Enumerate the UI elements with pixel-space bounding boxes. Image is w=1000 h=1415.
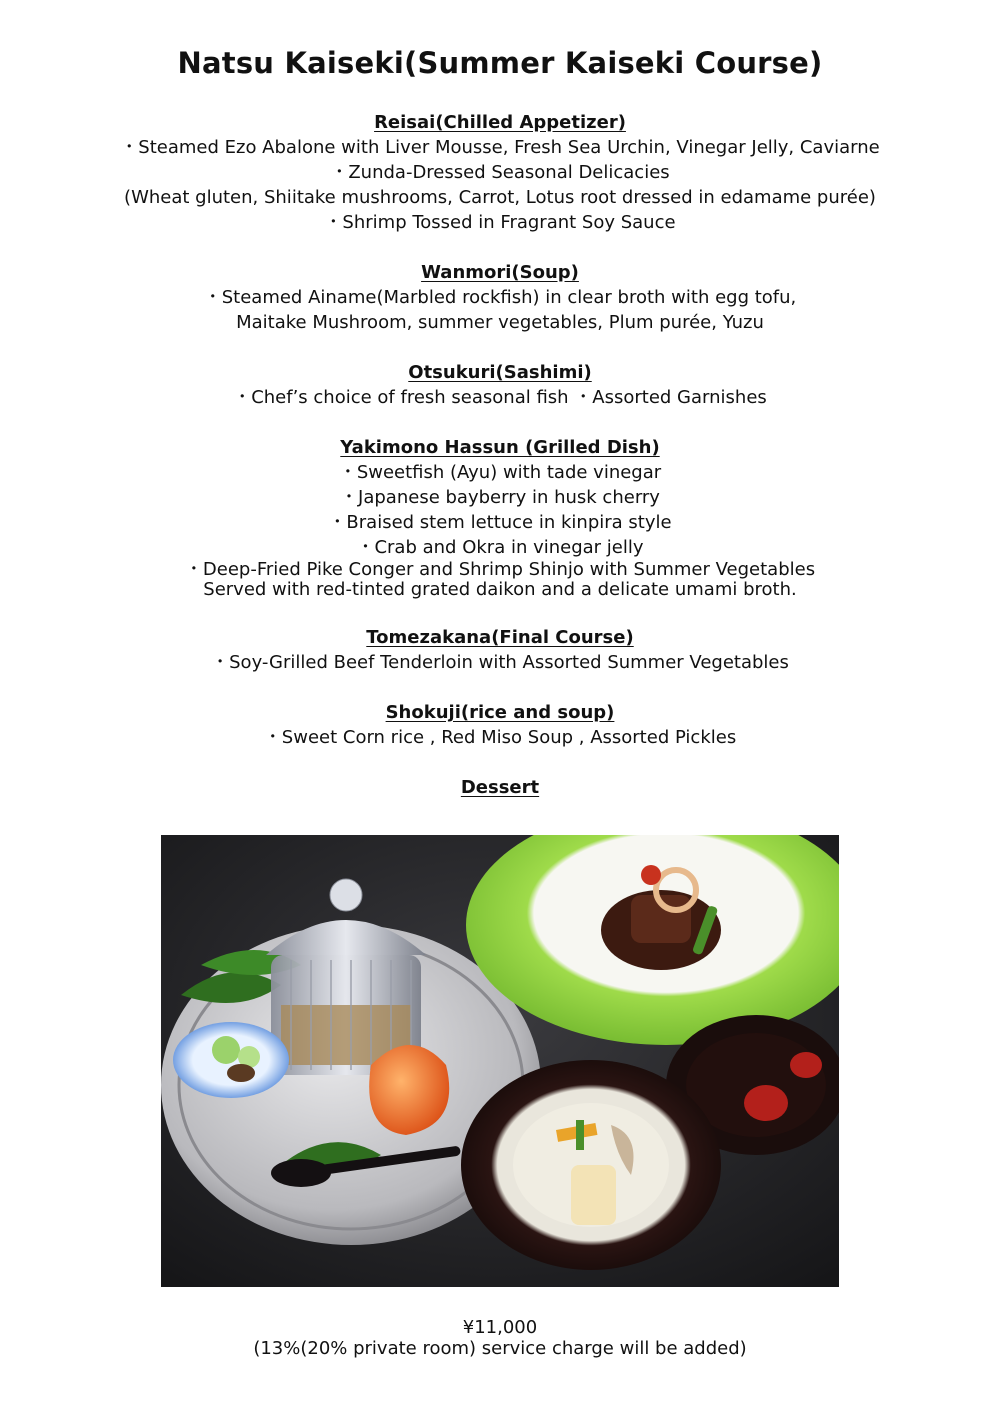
menu-item: ・Soy-Grilled Beef Tenderloin with Assorted Summer Vegetables xyxy=(211,652,789,673)
menu-item: ・Japanese bayberry in husk cherry xyxy=(340,487,660,508)
section-title-reisai: Reisai(Chilled Appetizer) xyxy=(374,112,626,133)
price-amount: ¥11,000 xyxy=(462,1317,538,1338)
section-tomezakana xyxy=(0,625,1000,675)
section-title-yakimono: Yakimono Hassun (Grilled Dish) xyxy=(340,437,660,458)
menu-item: ・Zunda-Dressed Seasonal Delicacies xyxy=(330,162,670,183)
menu-item: ・Crab and Okra in vinegar jelly xyxy=(356,537,644,558)
menu-item: ・Steamed Ainame(Marbled rockfish) in clear broth with egg tofu, xyxy=(203,287,797,308)
course-menu xyxy=(0,110,1000,825)
section-reisai xyxy=(0,110,1000,235)
section-yakimono xyxy=(0,435,1000,600)
section-wanmori xyxy=(0,260,1000,335)
menu-item: (Wheat gluten, Shiitake mushrooms, Carrot, Lotus root dressed in edamame purée) xyxy=(124,187,876,208)
menu-item: ・Deep-Fried Pike Conger and Shrimp Shinjo with Summer Vegetables xyxy=(184,559,816,580)
menu-item: ・Sweet Corn rice , Red Miso Soup , Assorted Pickles xyxy=(263,727,737,748)
section-otsukuri xyxy=(0,360,1000,410)
section-dessert xyxy=(0,775,1000,800)
price-block xyxy=(0,1317,1000,1359)
menu-item: ・Chef’s choice of fresh seasonal fish ・Assorted Garnishes xyxy=(233,387,767,408)
menu-item: ・Shrimp Tossed in Fragrant Soy Sauce xyxy=(324,212,676,233)
course-photo xyxy=(161,835,839,1287)
menu-title: Natsu Kaiseki(Summer Kaiseki Course) xyxy=(177,46,823,80)
section-title-otsukuri: Otsukuri(Sashimi) xyxy=(408,362,592,383)
menu-item: ・Sweetfish (Ayu) with tade vinegar xyxy=(338,462,662,483)
menu-item: ・Steamed Ezo Abalone with Liver Mousse, Fresh Sea Urchin, Vinegar Jelly, Caviarne xyxy=(120,137,880,158)
course-photo-illustration xyxy=(161,835,839,1287)
section-shokuji xyxy=(0,700,1000,750)
menu-item: Served with red-tinted grated daikon and a delicate umami broth. xyxy=(203,579,797,600)
menu-item: Maitake Mushroom, summer vegetables, Plum purée, Yuzu xyxy=(236,312,764,333)
section-title-dessert: Dessert xyxy=(460,777,540,798)
section-title-wanmori: Wanmori(Soup) xyxy=(421,262,579,283)
menu-item: ・Braised stem lettuce in kinpira style xyxy=(328,512,672,533)
section-title-shokuji: Shokuji(rice and soup) xyxy=(385,702,615,723)
section-title-tomezakana: Tomezakana(Final Course) xyxy=(366,627,634,648)
service-charge-note: (13%(20% private room) service charge will be added) xyxy=(253,1338,747,1359)
